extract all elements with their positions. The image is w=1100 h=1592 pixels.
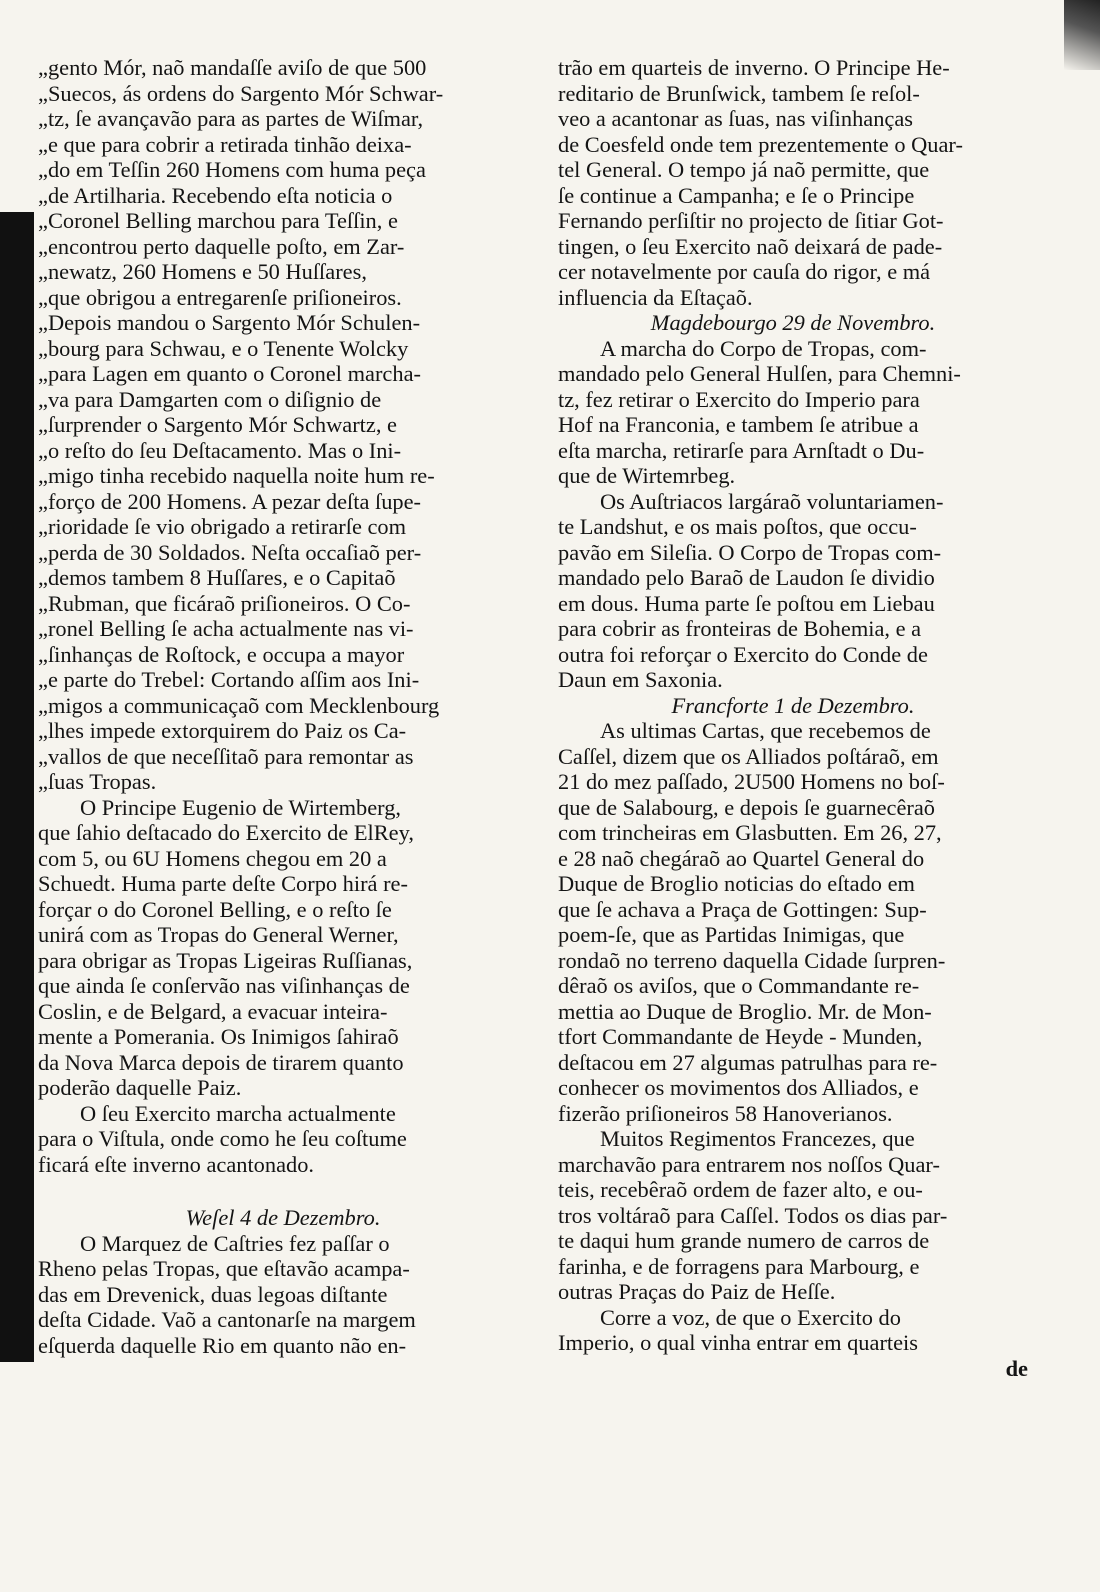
text-line: Os Auſtriacos largáraõ voluntariamen- (600, 488, 944, 514)
text-line: „de Artilharia. Recebendo eſta noticia o (38, 182, 393, 208)
text-line: rondaõ no terreno daquella Cidade ſurpren- (558, 947, 946, 973)
text-line: „do em Teſſin 260 Homens com huma peça (38, 157, 426, 182)
text-line: Corre a voz, de que o Exercito do (600, 1304, 901, 1330)
text-line: Daun em Saxonia. (558, 667, 723, 692)
text-line: dêraõ os aviſos, que o Commandante re- (558, 973, 920, 998)
text-line: tingen, o ſeu Exercito naõ deixará de pade- (558, 233, 943, 259)
text-line: reditario de Brunſwick, tambem ſe reſol- (558, 80, 920, 106)
dateline-wesel: Weſel 4 de Dezembro. (185, 1205, 381, 1230)
text-line: marchavão para entrarem nos noſſos Quar- (558, 1151, 940, 1177)
text-line: Fernando perſiſtir no projecto de ſitiar Got- (558, 208, 944, 233)
text-line: „gento Mór, naõ mandaſſe aviſo de que 500 (38, 55, 427, 80)
text-line: poem-ſe, que as Partidas Inimigas, que (558, 922, 905, 947)
text-line: unirá com as Tropas do General Werner, (38, 922, 399, 947)
text-line: ficará eſte inverno acantonado. (38, 1151, 315, 1177)
text-line: teis, recebêraõ ordem de fazer alto, e ou- (558, 1177, 923, 1202)
text-line: „Suecos, ás ordens do Sargento Mór Schwar- (38, 80, 444, 106)
text-line: O Principe Eugenio de Wirtemberg, (80, 794, 401, 820)
text-line: influencia da Eſtaçaõ. (558, 284, 753, 310)
text-line: eſta marcha, retirarſe para Arnſtadt o Du- (558, 437, 925, 463)
dateline-magdeburg: Magdebourgo 29 de Novembro. (650, 310, 936, 335)
text-line: „encontrou perto daquelle poſto, em Zar- (38, 233, 405, 259)
text-line: pavão em Sileſia. O Corpo de Tropas com- (558, 539, 942, 565)
text-line: „perda de 30 Soldados. Neſta occaſiaõ per- (38, 539, 422, 565)
text-line: mandado pelo General Hulſen, para Chemni- (558, 361, 961, 386)
text-line: „Rubman, que ficáraõ priſioneiros. O Co- (38, 590, 411, 616)
text-line: „migos a communicaçaõ com Mecklenbourg (38, 692, 440, 718)
text-line: te daqui hum grande numero de carros de (558, 1228, 930, 1253)
text-line: tel General. O tempo já naõ permitte, que (558, 157, 930, 182)
text-line: eſquerda daquelle Rio em quanto não en- (38, 1332, 407, 1358)
text-line: para cobrir as fronteiras de Bohemia, e a (558, 616, 922, 641)
text-line: forçar o do Coronel Belling, e o reſto ſe (38, 896, 392, 922)
text-line: que de Wirtemrbeg. (558, 463, 736, 488)
text-line: O Marquez de Caſtries fez paſſar o (80, 1230, 390, 1256)
text-line: „e que para cobrir a retirada tinhão deixa- (38, 131, 412, 157)
right-paragraph-5 (558, 1126, 1028, 1305)
text-line: deſta Cidade. Vaõ a cantonarſe na margem (38, 1307, 416, 1332)
text-line: O ſeu Exercito marcha actualmente (80, 1100, 396, 1126)
text-line: farinha, e de forragens para Marbourg, e (558, 1253, 920, 1279)
left-paragraph-1 (38, 55, 528, 795)
text-line: que ſahio deſtacado do Exercito de ElRey, (38, 820, 414, 845)
text-line: „para Lagen em quanto o Coronel marcha- (38, 361, 421, 386)
text-line: „Depois mandou o Sargento Mór Schulen- (38, 310, 421, 335)
left-paragraph-4 (38, 1231, 528, 1359)
right-paragraph-1 (558, 55, 1028, 310)
text-line: „demos tambem 8 Huſſares, e o Capitaõ (38, 565, 396, 590)
text-line: „ſinhanças de Roſtock, e occupa a mayor (38, 641, 405, 667)
text-line: trão em quarteis de inverno. O Principe He- (558, 55, 950, 80)
text-line: outra foi reforçar o Exercito do Conde de (558, 641, 928, 667)
text-line: Muitos Regimentos Francezes, que (600, 1126, 915, 1151)
text-line: „vallos de que neceſſitaõ para remontar as (38, 743, 414, 769)
text-line: poderão daquelle Paiz. (38, 1075, 242, 1100)
text-line: „bourg para Schwau, e o Tenente Wolcky (38, 335, 409, 361)
text-line: mettia ao Duque de Broglio. Mr. de Mon- (558, 998, 932, 1024)
text-line: 21 do mez paſſado, 2U500 Homens no boſ- (558, 769, 945, 794)
left-paragraph-3 (38, 1101, 528, 1178)
text-line: que de Salabourg, e depois ſe guarnecêraõ (558, 794, 935, 820)
text-line: para obrigar as Tropas Ligeiras Ruſſianas, (38, 947, 413, 973)
text-line: „rioridade ſe vio obrigado a retirarſe com (38, 514, 407, 539)
text-line: A marcha do Corpo de Tropas, com- (600, 335, 927, 361)
text-line: As ultimas Cartas, que recebemos de (600, 718, 931, 743)
text-line: Coslin, e de Belgard, a evacuar inteira- (38, 998, 388, 1024)
text-line: „tz, ſe avançavão para as partes de Wiſmar, (38, 106, 424, 131)
text-line: Imperio, o qual vinha entrar em quarteis (558, 1330, 918, 1355)
text-line: „o reſto do ſeu Deſtacamento. Mas o Ini- (38, 437, 402, 463)
text-line: „forço de 200 Homens. A pezar deſta ſupe- (38, 488, 421, 514)
text-line: que ainda ſe conſervão nas viſinhanças de (38, 973, 410, 998)
text-line: „que obrigou a entregarenſe priſioneiros. (38, 284, 402, 310)
text-line: Schuedt. Huma parte deſte Corpo hirá re- (38, 871, 408, 896)
right-paragraph-3 (558, 489, 1028, 693)
right-column (558, 55, 1028, 1381)
text-line: „lhes impede extorquirem do Paiz os Ca- (38, 718, 407, 743)
text-line: „migo tinha recebido naquella noite hum re- (38, 463, 435, 488)
text-line: para o Viſtula, onde como he ſeu coſtume (38, 1126, 407, 1151)
text-line: e 28 naõ chegáraõ ao Quartel General do (558, 845, 925, 871)
text-line: tros voltáraõ para Caſſel. Todos os dias par- (558, 1202, 948, 1228)
right-paragraph-2 (558, 336, 1028, 489)
text-line: tfort Commandante de Heyde - Munden, (558, 1024, 923, 1049)
catchword: de (1005, 1355, 1028, 1381)
text-line: „va para Damgarten com o diſignio de (38, 386, 382, 412)
text-line: Rheno pelas Tropas, que eſtavão acampa- (38, 1256, 410, 1281)
text-line: Caſſel, dizem que os Alliados poſtáraõ, em (558, 743, 939, 769)
text-line: da Nova Marca depois de tirarem quanto (38, 1049, 404, 1075)
text-line: te Landshut, e os mais poſtos, que occu- (558, 514, 917, 539)
right-paragraph-6 (558, 1305, 1028, 1356)
left-paragraph-2 (38, 795, 528, 1101)
text-line: „ſuas Tropas. (38, 769, 157, 794)
text-line: „Coronel Belling marchou para Teſſin, e (38, 208, 398, 233)
text-line: fizerão priſioneiros 58 Hanoverianos. (558, 1100, 893, 1126)
text-line: „ſurprender o Sargento Mór Schwartz, e (38, 412, 397, 437)
text-line: „e parte do Trebel: Cortando aſſim aos Ini- (38, 667, 420, 692)
text-line: conhecer os movimentos dos Alliados, e (558, 1075, 919, 1100)
right-paragraph-4 (558, 718, 1028, 1126)
text-line: „newatz, 260 Homens e 50 Huſſares, (38, 259, 367, 284)
text-line: mente a Pomerania. Os Inimigos ſahiraõ (38, 1024, 399, 1049)
text-line: Hof na Franconia, e tambem ſe atribue a (558, 412, 919, 437)
text-line: com trincheiras em Glasbutten. Em 26, 27, (558, 820, 942, 845)
text-line: outras Praças do Paiz de Heſſe. (558, 1279, 836, 1304)
text-line: Duque de Broglio noticias do eſtado em (558, 871, 915, 896)
text-line: das em Drevenick, duas legoas diſtante (38, 1281, 388, 1307)
corner-shadow (1064, 0, 1100, 70)
text-line: mandado pelo Baraõ de Laudon ſe dividio (558, 565, 935, 590)
text-line: de Coesfeld onde tem prezentemente o Quar- (558, 131, 963, 157)
text-line: ſe continue a Campanha; e ſe o Principe (558, 182, 915, 208)
text-line: „ronel Belling ſe acha actualmente nas vi- (38, 616, 414, 641)
dateline-frankfurt: Francforte 1 de Dezembro. (671, 692, 915, 718)
text-line: com 5, ou 6U Homens chegou em 20 a (38, 845, 387, 871)
text-line: veo a acantonar as ſuas, nas viſinhanças (558, 106, 914, 131)
text-line: em dous. Huma parte ſe poſtou em Liebau (558, 590, 935, 616)
section-gap (38, 1177, 528, 1205)
text-line: deſtacou em 27 algumas patrulhas para re- (558, 1049, 938, 1075)
binding-shadow (0, 212, 34, 1362)
text-line: cer notavelmente por cauſa do rigor, e má (558, 259, 931, 284)
text-line: tz, fez retirar o Exercito do Imperio para (558, 386, 920, 412)
text-line: que ſe achava a Praça de Gottingen: Sup- (558, 896, 927, 922)
left-column (38, 55, 528, 1358)
